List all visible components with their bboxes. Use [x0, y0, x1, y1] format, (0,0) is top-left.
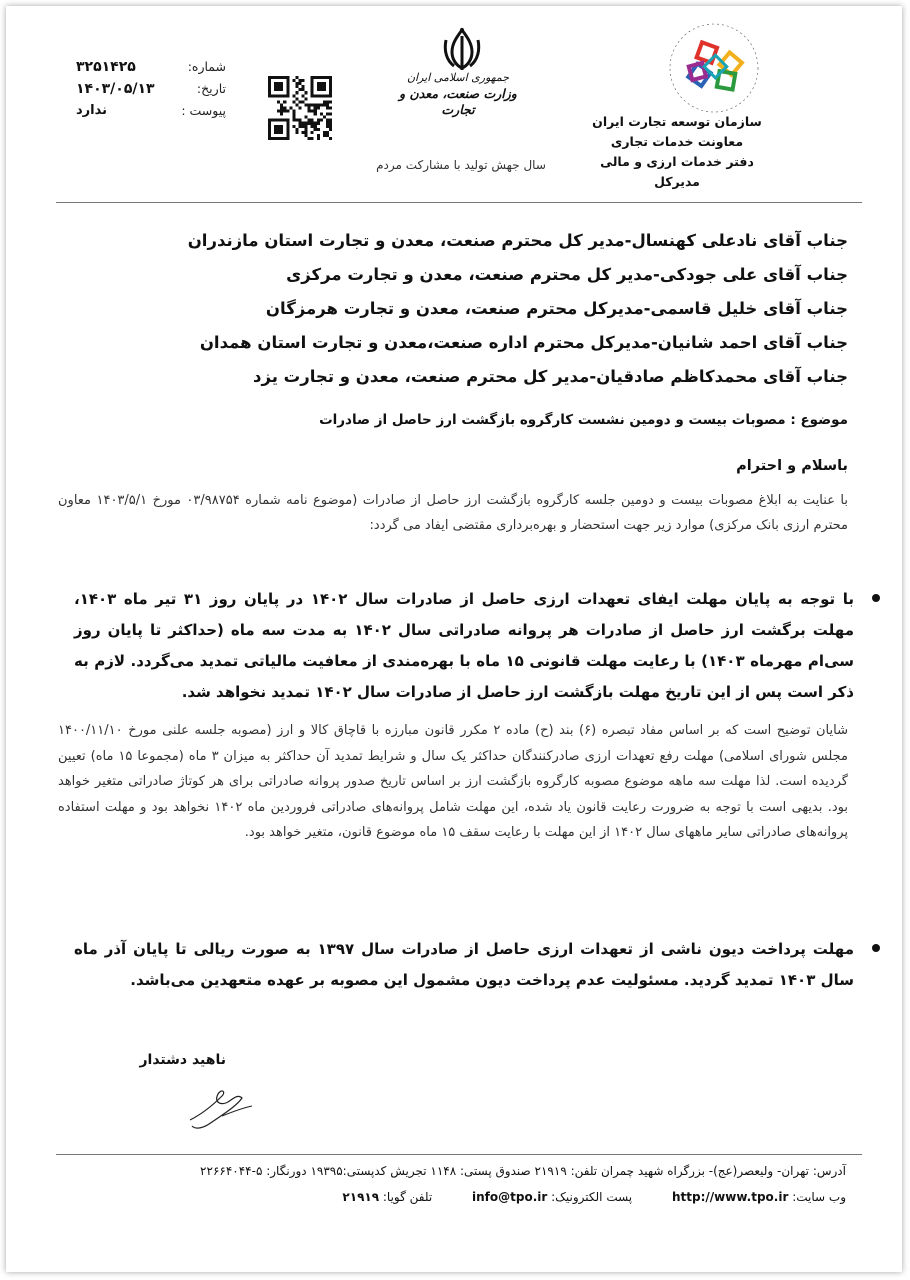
- signer-name: ناهید دشتدار: [139, 1052, 226, 1068]
- footer-contacts: [26, 1190, 846, 1204]
- number-value: ۳۲۵۱۴۲۵: [76, 59, 136, 75]
- number-label: شماره:: [187, 59, 226, 74]
- phone-value: ۲۱۹۱۹: [342, 1190, 380, 1204]
- addressee-line: جناب آقای خلیل قاسمی-مدیرکل محترم صنعت، معدن و تجارت هرمزگان: [265, 299, 848, 318]
- signature-icon: [182, 1076, 262, 1136]
- bullet-dot: [872, 594, 880, 602]
- ministry-name: [398, 70, 518, 118]
- bullet-item-1: [74, 584, 854, 708]
- addressee-list: [48, 224, 848, 394]
- phone-label: تلفن گویا:: [382, 1190, 433, 1204]
- email-link[interactable]: info@tpo.ir: [472, 1190, 548, 1204]
- footer-address: آدرس: تهران- ولیعصر(عج)- بزرگراه شهید چمران تلفن: ۲۱۹۱۹ صندوق پستی: ۱۱۴۸ تجریش کدپستی:۱۹۳۹۵ دورنگار: ۵-۲۲۶۶۴۰۴۴: [200, 1164, 846, 1178]
- attachment-label: پیوست :: [181, 103, 226, 118]
- attachment-value: ندارد: [76, 103, 108, 118]
- subject-line: موضوع : مصوبات بیست و دومین نشست کارگروه بازگشت ارز حاصل از صادرات: [319, 412, 848, 428]
- footer-divider: [56, 1154, 862, 1155]
- email-label: پست الکترونیک:: [551, 1190, 633, 1204]
- addressee-line: جناب آقای علی جودکی-مدیر کل محترم صنعت، معدن و تجارت مرکزی: [286, 265, 848, 284]
- tpo-logo-icon: [664, 16, 764, 116]
- bullet-item-2: [74, 934, 854, 996]
- addressee-line: جناب آقای محمدکاظم صادقیان-مدیر کل محترم صنعت، معدن و تجارت یزد: [252, 367, 848, 386]
- meta-attachment-row: [76, 100, 226, 122]
- website-link[interactable]: http://www.tpo.ir: [671, 1190, 789, 1204]
- year-slogan: سال جهش تولید با مشارکت مردم: [376, 158, 546, 172]
- date-value: ۱۴۰۳/۰۵/۱۳: [76, 81, 155, 97]
- bullet-text: با توجه به پایان مهلت ایفای تعهدات ارزی حاصل از صادرات سال ۱۴۰۲ در پایان روز ۳۱ تیر ماه ۱۴۰۳، مهلت برگشت ارز حاصل از صادرات هر پروانه صادراتی سال ۱۴۰۲ به مدت سه ماه (حداکثر تا پایان روز سی‌ام مهرماه ۱۴۰۳) با رعایت مهلت قانونی ۱۵ ماه با بهره‌مندی از معافیت مالیاتی تمدید می‌گردد. لازم به ذکر است پس از این تاریخ مهلت بازگشت ارز حاصل از صادرات سال ۱۴۰۲ تمدید نخواهد شد.: [74, 590, 854, 701]
- ministry-line-2: وزارت صنعت، معدن و تجارت: [399, 86, 517, 117]
- bullet-dot: [872, 944, 880, 952]
- org-block: [577, 112, 777, 192]
- meta-number-row: [76, 56, 226, 78]
- website-label: وب سایت:: [792, 1190, 846, 1204]
- greeting: باسلام و احترام: [736, 458, 848, 474]
- meta-date-row: [76, 78, 226, 100]
- ministry-line-1: جمهوری اسلامی ایران: [406, 71, 510, 84]
- addressee-line: جناب آقای نادعلی کهنسال-مدیر کل محترم صنعت، معدن و تجارت استان مازندران: [187, 231, 848, 250]
- qr-code-icon: [268, 76, 332, 140]
- org-name: سازمان توسعه تجارت ایران: [592, 114, 762, 129]
- bullet-text: مهلت پرداخت دیون ناشی از تعهدات ارزی حاصل از صادرات سال ۱۳۹۷ به صورت ریالی تا پایان آذر ماه سال ۱۴۰۳ تمدید گردید. مسئولیت عدم پرداخت دیون مشمول این مصوبه بر عهده متعهدین می‌باشد.: [74, 940, 854, 989]
- letter-meta: [76, 56, 226, 122]
- explanatory-note: شایان توضیح است که بر اساس مفاد تبصره (۶) بند (ح) ماده ۲ مکرر قانون مبارزه با قاچاق کالا و ارز (مصوبه جلسه علنی مورخ ۱۴۰۰/۱۱/۱۰ مجلس شورای اسلامی) مهلت رفع تعهدات ارزی صادرکنندگان حداکثر یک سال و شرایط تمدید آن حداکثر به میزان ۳ ماه (مجموعا ۱۵ ماه) تعیین گردیده است. لذا مهلت سه ماهه موضوع مصوبه کارگروه بازگشت ارز بر اساس تاریخ صدور پروانه صادراتی برای هر کوتاژ صادراتی متغیر خواهد بود. بدیهی است با توجه به ضرورت رعایت قانون یاد شده، این مهلت شامل پروانه‌های صادراتی فروردین ماه ۱۴۰۲ نخواهد بود و مهلت استفاده پروانه‌های صادراتی سایر ماههای سال ۱۴۰۲ از این مهلت با رعایت سقف ۱۵ ماه موضوع قانون، متغیر خواهد بود.: [58, 723, 849, 840]
- org-deputy: معاونت خدمات تجاری: [610, 134, 744, 149]
- addressee-line: جناب آقای احمد شانیان-مدیرکل محترم اداره صنعت،معدن و تجارت استان همدان: [199, 333, 848, 352]
- letter-page: [6, 6, 902, 1272]
- date-label: تاریخ:: [196, 81, 226, 96]
- org-office: دفتر خدمات ارزی و مالی: [600, 154, 754, 169]
- intro-paragraph: با عنایت به ابلاغ مصوبات بیست و دومین جلسه کارگروه بازگشت ارز حاصل از صادرات (موضوع نامه شماره ۰۳/۹۸۷۵۴ مورخ ۱۴۰۳/۵/۱ معاون محترم ارزی بانک مرکزی) موارد زیر جهت استحضار و بهره‌برداری مقتضی ایفاد می گردد:: [58, 493, 848, 533]
- org-role: مدیرکل: [654, 174, 700, 189]
- iran-emblem-icon: [440, 26, 484, 72]
- header-divider: [56, 202, 862, 203]
